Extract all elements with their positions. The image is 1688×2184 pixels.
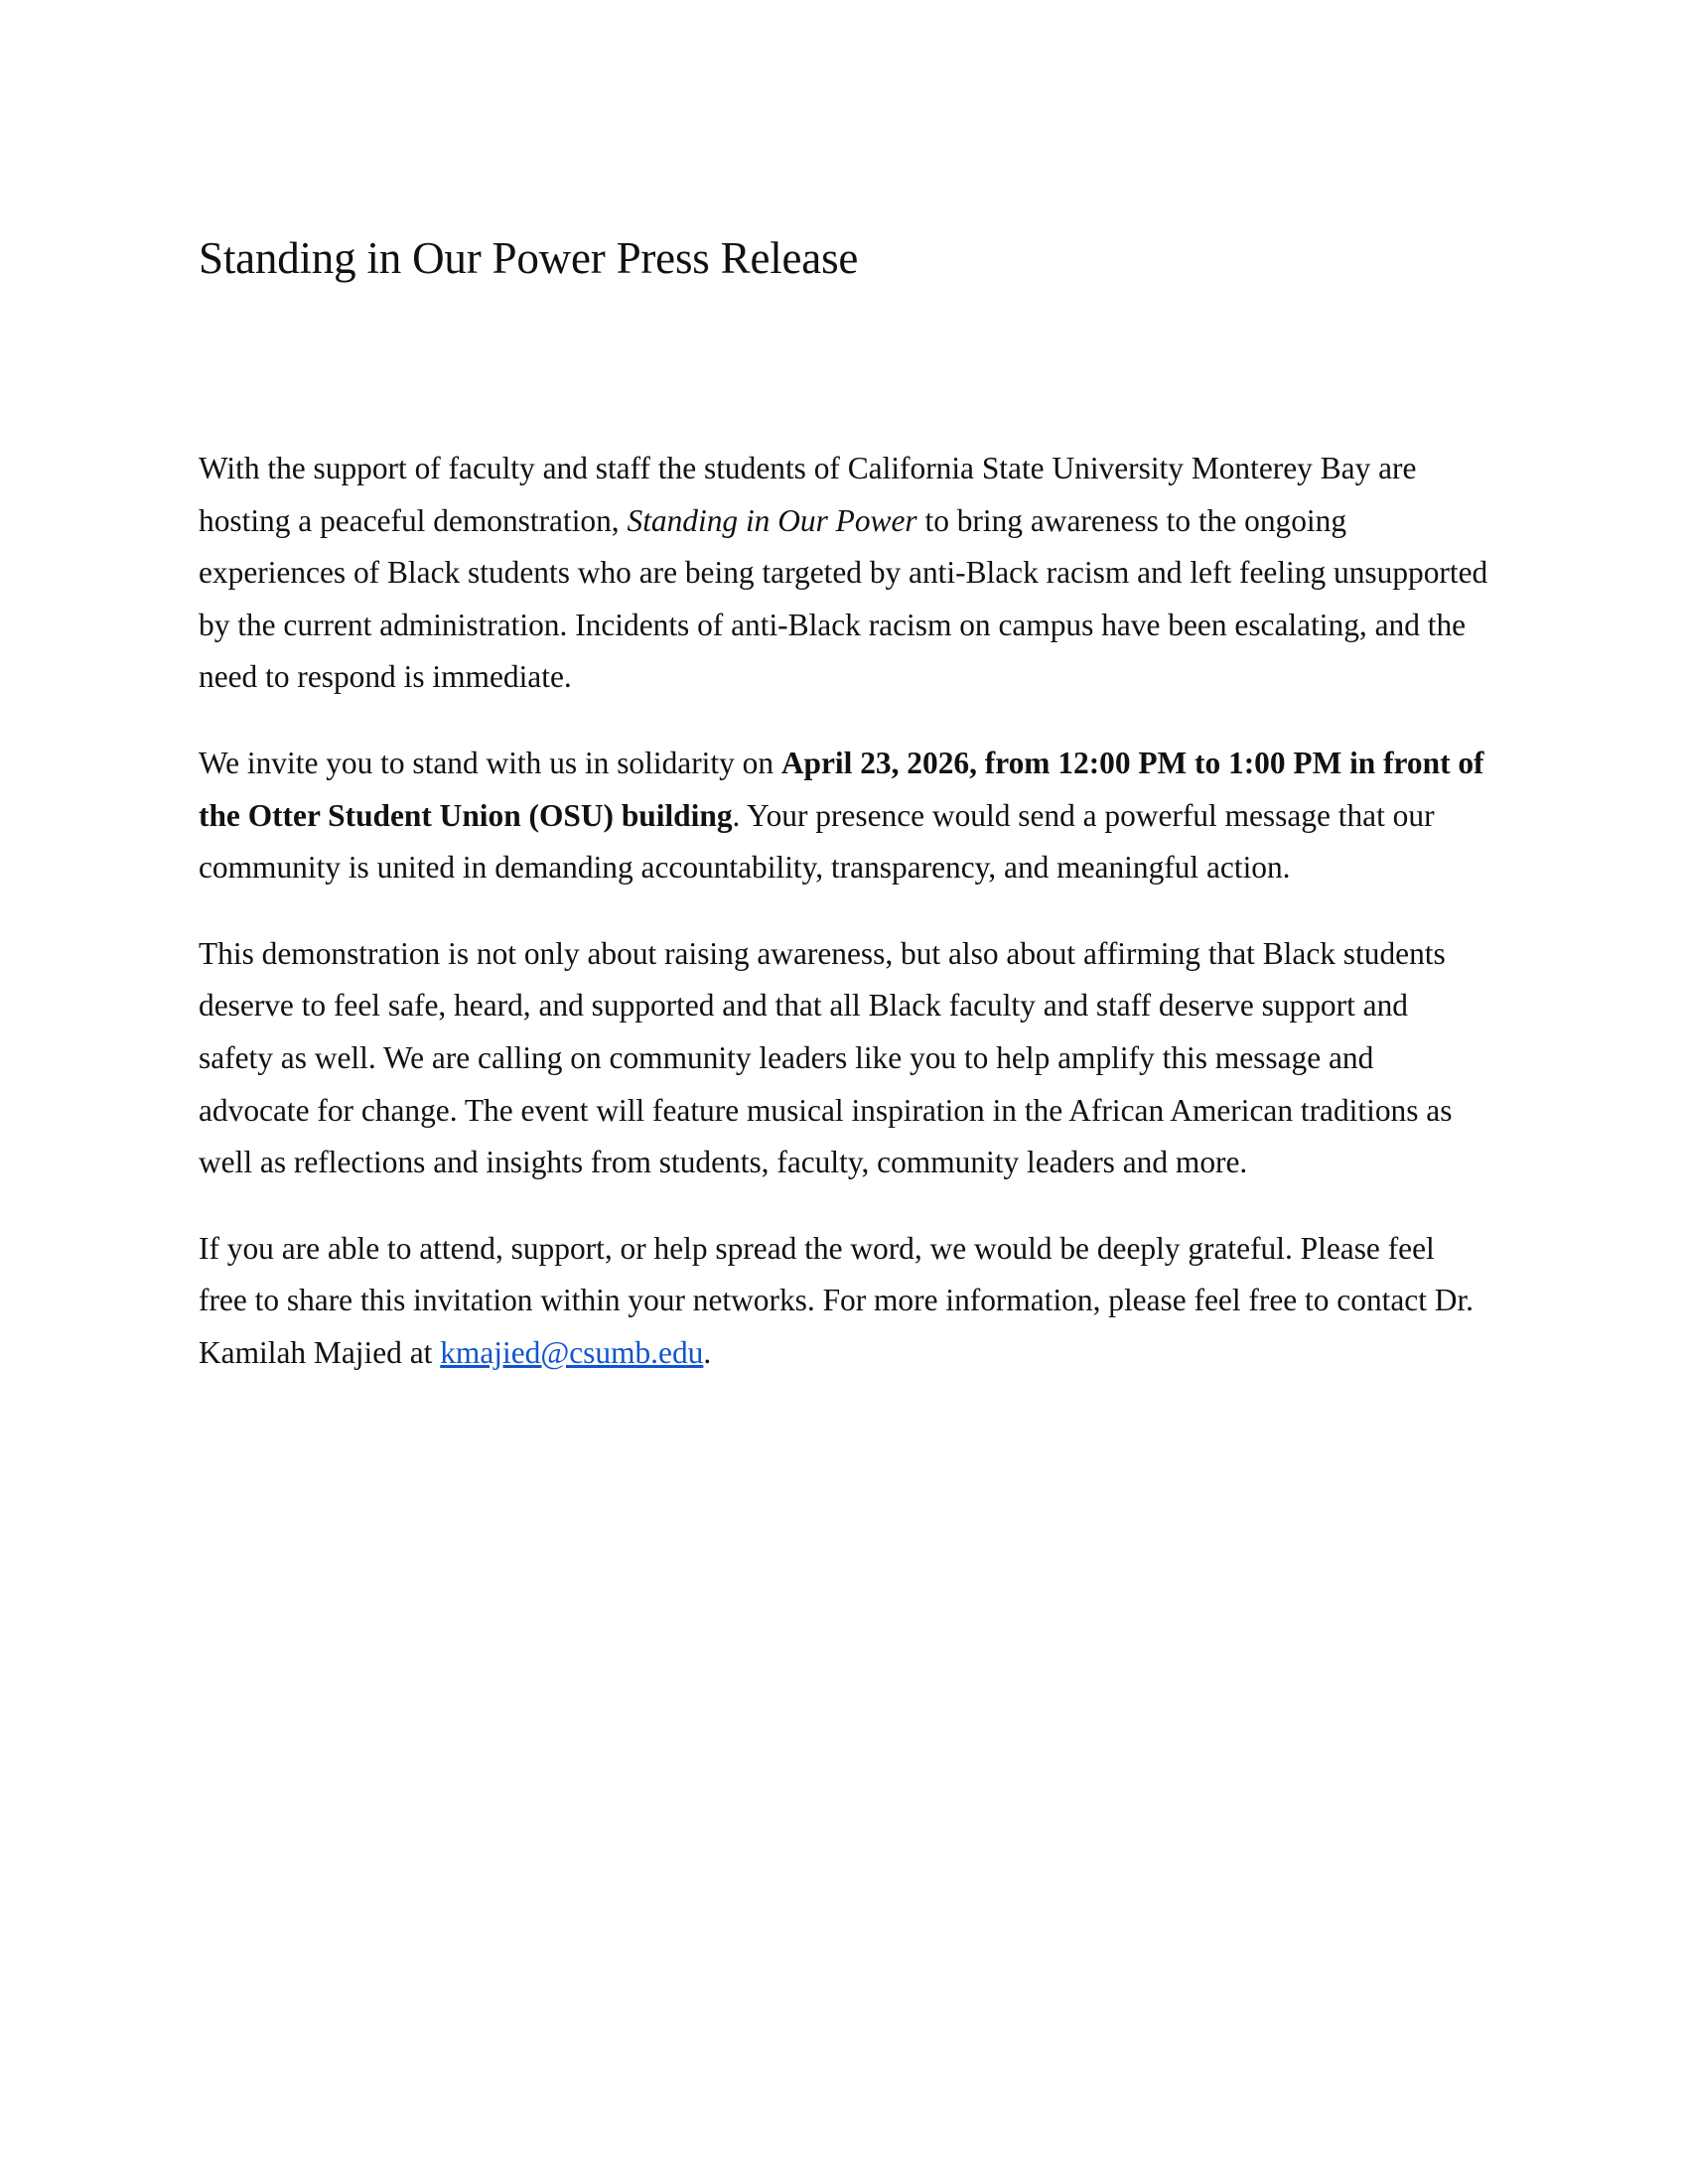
document-content [199,226,1489,1414]
paragraph-invitation [199,738,1489,894]
paragraph-contact-text-1: If you are able to attend, support, or help spread the word, we would be deeply grateful. Please feel free to share this invitation within your networks. For more information, please feel free to contact Dr. Kamilah Majied at [199,1230,1475,1370]
event-name: Standing in Our Power [627,502,917,538]
paragraph-intro [199,443,1489,704]
paragraph-intro-text-2: to bring awareness to the ongoing experiences of Black students who are being targeted by anti-Black racism and left feeling unsupported by the current administration. Incidents of anti-Black racism on campus have been escalating, and the need to respond is immediate. [199,502,1488,695]
paragraph-purpose: This demonstration is not only about raising awareness, but also about affirming that Black students deserve to feel safe, heard, and supported and that all Black faculty and staff deserve support and safety as well. We are calling on community leaders like you to help amplify this message and advocate for change. The event will feature musical inspiration in the African American traditions as well as reflections and insights from students, faculty, community leaders and more. [199,935,1453,1180]
event-details: April 23, 2026, from 12:00 PM to 1:00 PM in front of the Otter Student Union (OSU) building [199,745,1484,833]
paragraph-contact [199,1223,1489,1380]
paragraph-invitation-text-1: We invite you to stand with us in solidarity on [199,745,781,780]
paragraph-intro-text-1: With the support of faculty and staff the students of California State University Monterey Bay are hosting a peaceful demonstration, [199,451,1417,538]
paragraph-invitation-text-2: . Your presence would send a powerful message that our community is united in demanding accountability, transparency, and meaningful action. [199,797,1435,886]
document-body [199,443,1489,1380]
document-title: Standing in Our Power Press Release [199,233,859,283]
paragraph-contact-text-2: . [703,1334,712,1370]
contact-email-link[interactable]: kmajied@csumb.edu [440,1334,704,1370]
